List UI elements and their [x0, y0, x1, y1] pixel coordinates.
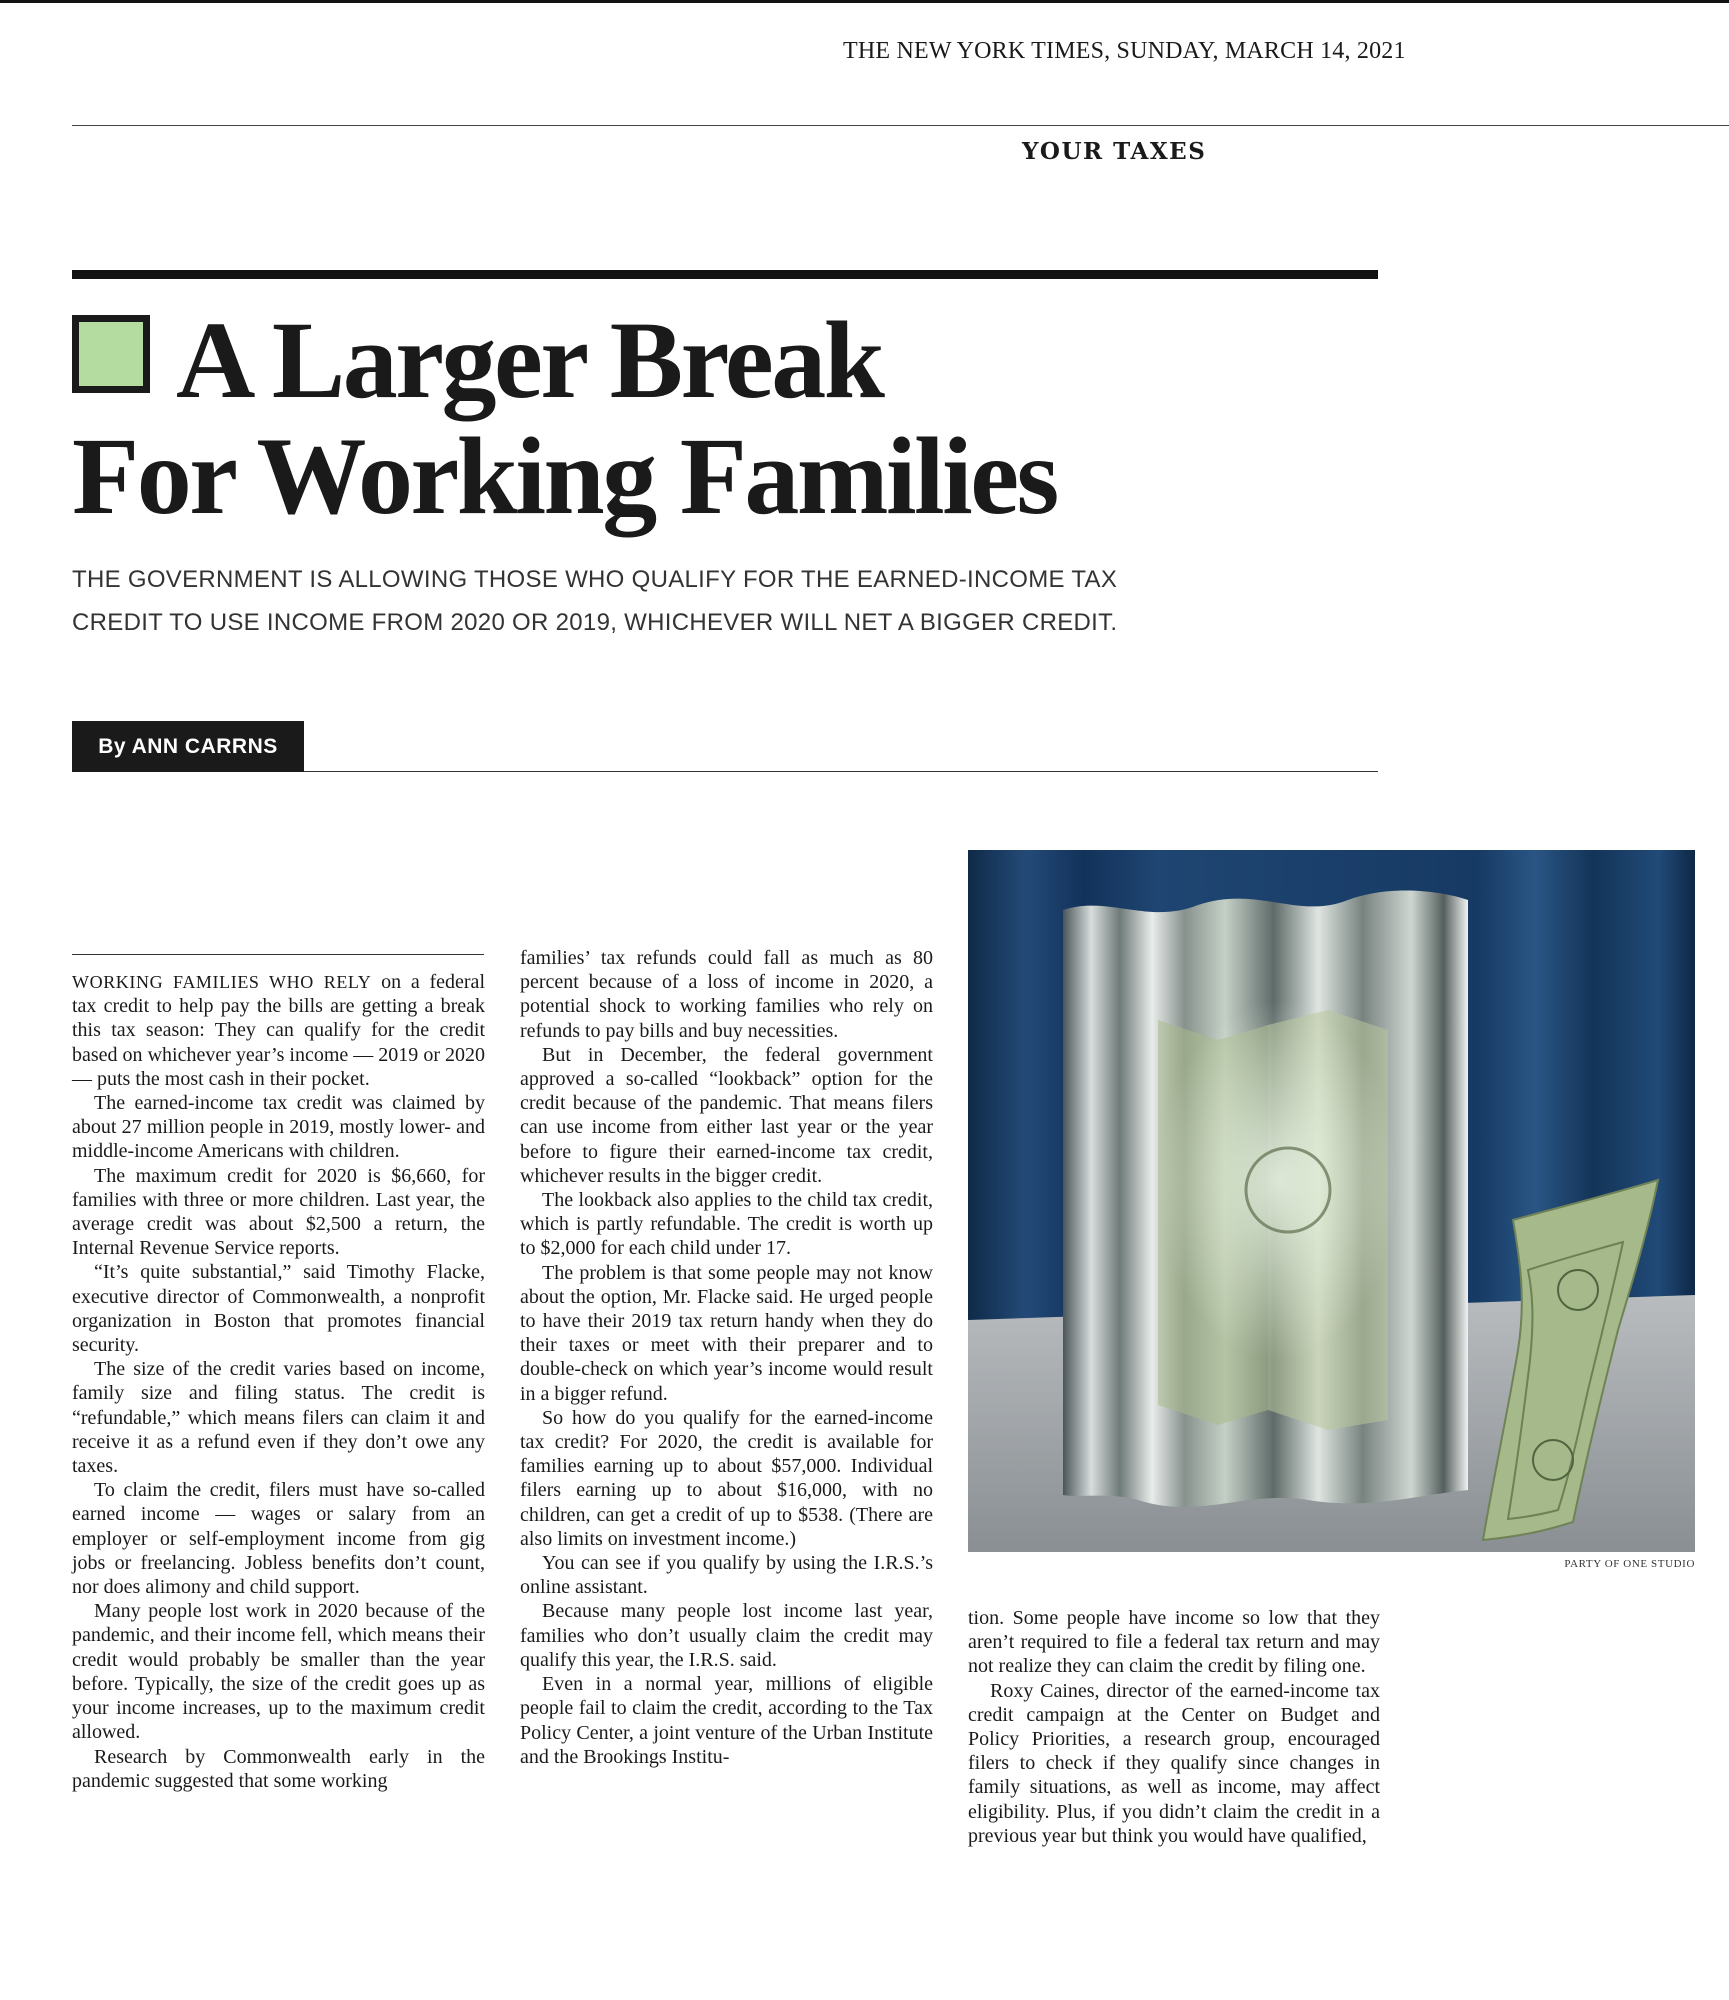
paragraph: “It’s quite substantial,” said Timothy Flacke, executive director of Commonwealth, a nonprofit organization in Boston that promotes financial security.	[72, 1261, 485, 1357]
paragraph: To claim the credit, filers must have so-called earned income — wages or salary from an employer or self-employment income from gig jobs or freelancing. Jobless benefits don’t count, nor does alimony and child support.	[72, 1479, 485, 1599]
paragraph: families’ tax refunds could fall as much as 80 percent because of a loss of income in 2020, a potential shock to working families who rely on refunds to pay bills and buy necessities.	[520, 947, 933, 1042]
paragraph: But in December, the federal government approved a so-called “lookback” option for the credit because of the pandemic. That means filers can use income from either last year or the year before to figure their earned-income tax credit, whichever results in the bigger credit.	[520, 1043, 933, 1187]
headline-line-2: For Working Families	[72, 415, 1057, 537]
paragraph: Many people lost work in 2020 because of the pandemic, and their income fell, which means their credit would probably be smaller than the year before. Typically, the size of the credit goes up as your income increases, up to the maximum credit allowed.	[72, 1600, 485, 1744]
headline-line-1: A Larger Break	[176, 299, 883, 421]
paragraph: You can see if you qualify by using the I.R.S.’s online assistant.	[520, 1552, 933, 1599]
article-photo	[968, 850, 1695, 1552]
article-column-2	[520, 946, 933, 1769]
dateline: THE NEW YORK TIMES, SUNDAY, MARCH 14, 2021	[843, 38, 1406, 64]
column-rule	[72, 954, 484, 955]
paragraph	[72, 970, 485, 1091]
money-still-life-illustration	[968, 850, 1695, 1552]
article-column-3	[968, 1606, 1380, 1848]
byline: By ANN CARRNS	[72, 721, 304, 772]
green-square-icon	[72, 315, 150, 393]
headline	[72, 299, 1172, 537]
paragraph: The maximum credit for 2020 is $6,660, for families with three or more children. Last year, the average credit was about $2,500 a return, the Internal Revenue Service reports.	[72, 1164, 485, 1260]
paragraph: Research by Commonwealth early in the pandemic suggested that some working	[72, 1745, 485, 1792]
headline-rule	[72, 270, 1378, 279]
paragraph: The lookback also applies to the child tax credit, which is partly refundable. The credit is worth up to $2,000 for each child under 17.	[520, 1189, 933, 1260]
paragraph: Roxy Caines, director of the earned-income tax credit campaign at the Center on Budget and Policy Priorities, a research group, encouraged filers to check if they qualify since changes in family situations, as well as income, may affect eligibility. Plus, if you didn’t claim the credit in a previous year but think you would have qualified,	[968, 1679, 1380, 1847]
paragraph: Even in a normal year, millions of eligible people fail to claim the credit, according to the Tax Policy Center, a joint venture of the Urban Institute and the Brookings Institu-	[520, 1673, 933, 1768]
article-column-1	[72, 970, 485, 1793]
paragraph: Because many people lost income last year, families who don’t usually claim the credit may qualify this year, the I.R.S. said.	[520, 1600, 933, 1671]
photo-credit: PARTY OF ONE STUDIO	[1564, 1558, 1695, 1570]
deck-line-2: CREDIT TO USE INCOME FROM 2020 OR 2019, WHICHEVER WILL NET A BIGGER CREDIT.	[72, 609, 1118, 636]
deck	[72, 558, 1192, 644]
deck-line-1: THE GOVERNMENT IS ALLOWING THOSE WHO QUALIFY FOR THE EARNED-INCOME TAX	[72, 566, 1118, 593]
byline-rule	[304, 771, 1378, 772]
paragraph: The size of the credit varies based on income, family size and filing status. The credit is “refundable,” which means filers can claim it and receive it as a refund even if they don’t owe any taxes.	[72, 1358, 485, 1478]
paragraph: The problem is that some people may not know about the option, Mr. Flacke said. He urged people to have their 2019 tax return handy when they do their taxes or meet with their preparer and to double-check on which year’s income would result in a bigger refund.	[520, 1261, 933, 1405]
section-label: YOUR TAXES	[1022, 138, 1207, 165]
header-rule	[72, 125, 1729, 126]
lead-in: WORKING FAMILIES WHO RELY	[72, 972, 372, 992]
paragraph: The earned-income tax credit was claimed by about 27 million people in 2019, mostly lower- and middle-income Americans with children.	[72, 1092, 485, 1163]
paragraph: tion. Some people have income so low that they aren’t required to file a federal tax return and may not realize they can claim the credit by filing one.	[968, 1607, 1380, 1678]
top-border	[0, 0, 1729, 3]
paragraph-text: on a federal tax credit to help pay the bills are getting a break this tax season: They can qualify for the credit based on whichever year’s income — 2019 or 2020 — puts the most cash in their pocket.	[72, 971, 485, 1090]
paragraph: So how do you qualify for the earned-income tax credit? For 2020, the credit is available for families earning up to about $57,000. Individual filers earning up to about $16,000, with no children, can get a credit of up to $538. (There are also limits on investment income.)	[520, 1406, 933, 1550]
